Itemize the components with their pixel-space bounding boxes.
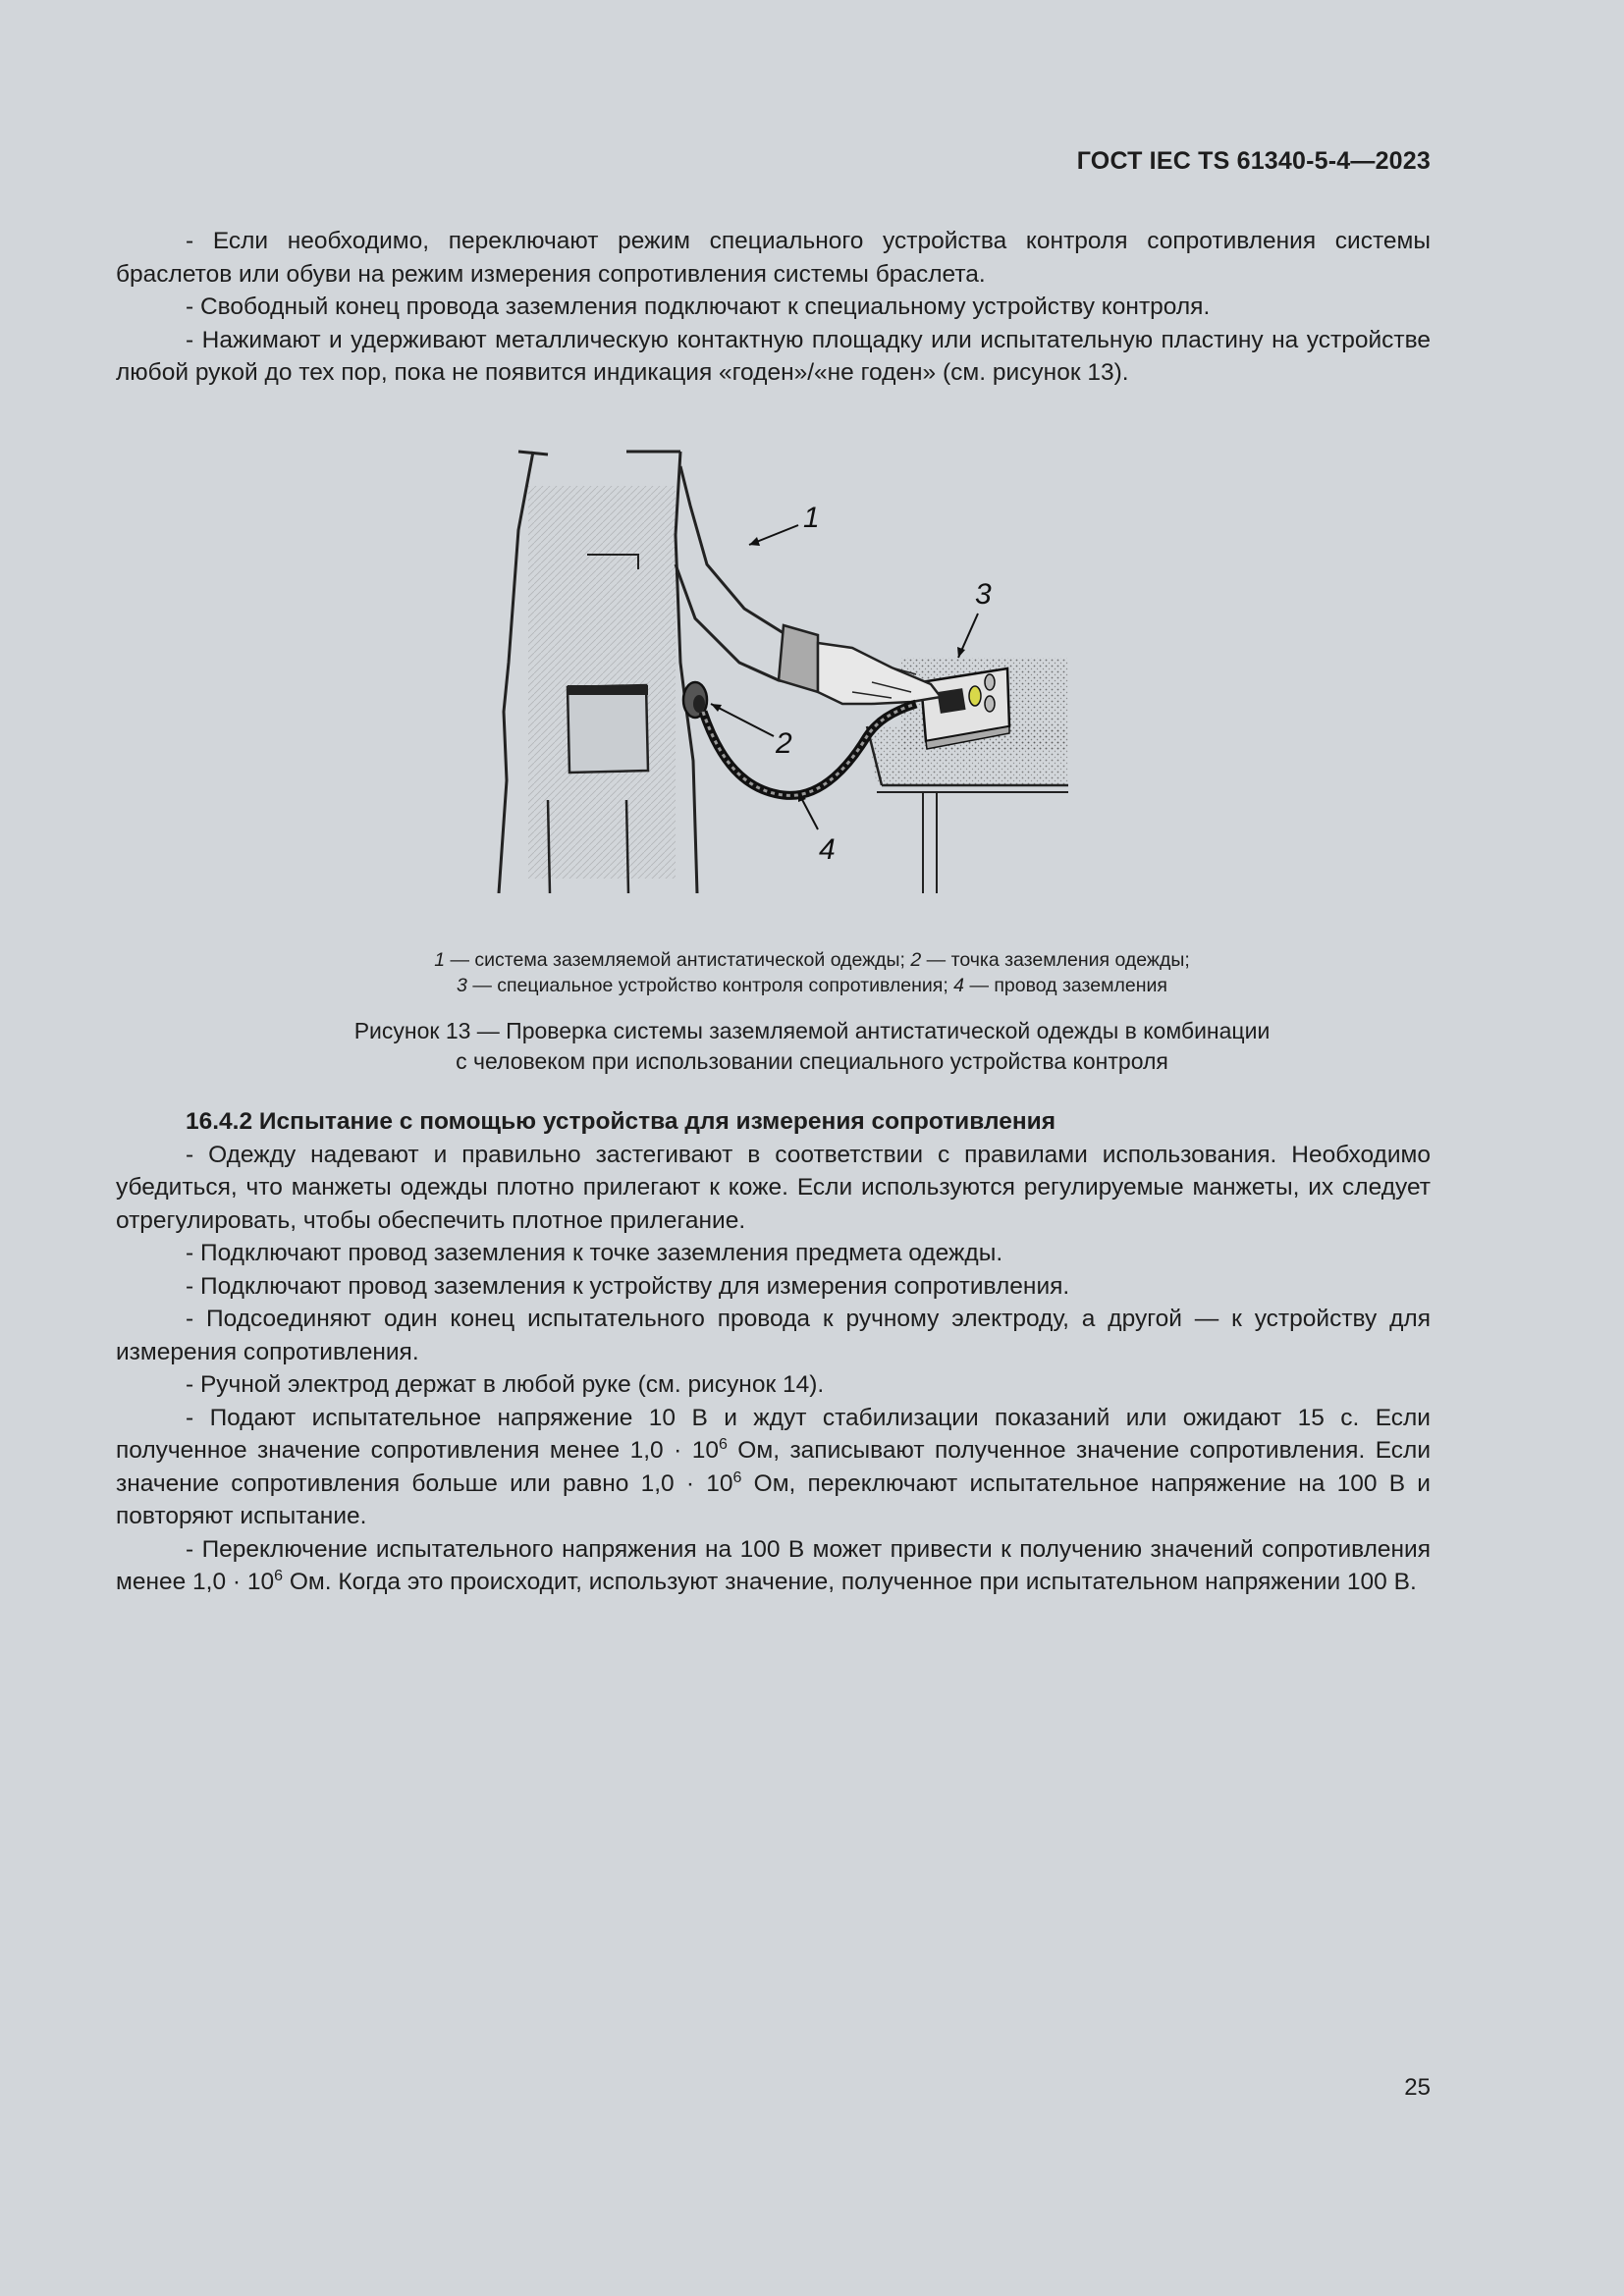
text-run: - Переключение испытательного напряжения на 100 В может привести к получению значений сопротивления менее 1,0 · 10: [116, 1535, 1431, 1595]
section-16-4-2: [116, 1105, 1431, 1599]
instruction-step: - Свободный конец провода заземления подключают к специальному устройству контроля.: [186, 294, 1211, 320]
callout-label: 1: [803, 502, 820, 534]
instruction-step: - Если необходимо, переключают режим специального устройства контроля сопротивления системы браслетов или обуви на режим измерения сопротивления системы браслета.: [116, 228, 1431, 288]
text-run: Ом, переключают испытательное напряжение на 100 В и повторяют испытание.: [116, 1469, 1431, 1529]
instruction-step: - Подключают провод заземления к точке заземления предмета одежды.: [186, 1240, 1003, 1266]
exponent: 6: [274, 1568, 284, 1584]
top-instructions: [116, 225, 1431, 390]
legend-text: — провод заземления: [964, 975, 1167, 996]
instruction-step: - Нажимают и удерживают металлическую контактную площадку или испытательную пластину на устройстве любой рукой до тех пор, пока не появится индикация «годен»/«не годен» (см. рисунок 13).: [116, 326, 1431, 386]
instruction-step: - Одежду надевают и правильно застегивают в соответствии с правилами использования. Необходимо убедиться, что манжеты одежды плотно прилегают к коже. Если используются регулируемые манжеты, их следует отрегулировать, чтобы обеспечить плотное прилегание.: [116, 1141, 1431, 1234]
figure-13-illustration: [479, 447, 1068, 893]
callout-label: 3: [975, 578, 992, 611]
instruction-step: - Подсоединяют один конец испытательного провода к ручному электроду, а другой — к устройству для измерения сопротивления.: [116, 1306, 1431, 1365]
figure-caption-line-2: с человеком при использовании специального устройства контроля: [456, 1048, 1168, 1074]
text-run: Ом, записывают полученное значение сопротивления. Если значение сопротивления больше или равно 1,0 · 10: [116, 1437, 1431, 1497]
exponent: 6: [718, 1436, 728, 1453]
voltage-switch-note: [116, 1533, 1431, 1599]
legend-number: 1: [434, 949, 446, 971]
document-header: ГОСТ IEC TS 61340-5-4—2023: [1076, 147, 1431, 175]
text-run: Ом. Когда это происходит, используют значение, полученное при испытательном напряжении 100 В.: [283, 1569, 1417, 1595]
text-run: - Подают испытательное напряжение 10 В и ждут стабилизации показаний или ожидают 15 с. Если полученное значение сопротивления менее 1,0 · 10: [116, 1404, 1431, 1464]
callout-label: 2: [776, 727, 792, 760]
figure-legend-line-1: [0, 947, 1624, 973]
section-heading: 16.4.2 Испытание с помощью устройства для измерения сопротивления: [186, 1108, 1056, 1135]
legend-text: — система заземляемой антистатической одежды;: [445, 949, 911, 971]
instruction-step: - Подключают провод заземления к устройству для измерения сопротивления.: [186, 1272, 1070, 1300]
voltage-instruction: [116, 1402, 1431, 1533]
legend-text: — специальное устройство контроля сопротивления;: [466, 975, 954, 996]
figure-legend-line-2: [0, 973, 1624, 998]
callout-label: 4: [819, 833, 836, 866]
figure-caption-line-1: Рисунок 13 — Проверка системы заземляемой антистатической одежды в комбинации: [353, 1018, 1271, 1043]
page-number: 25: [1404, 2074, 1431, 2101]
legend-number: 3: [457, 975, 467, 996]
legend-number: 2: [910, 949, 922, 971]
test-setup-drawing: [479, 447, 1068, 893]
instruction-step: - Ручной электрод держат в любой руке (см. рисунок 14).: [186, 1371, 825, 1398]
legend-number: 4: [953, 975, 965, 996]
exponent: 6: [732, 1468, 742, 1486]
legend-text: — точка заземления одежды;: [921, 949, 1190, 971]
